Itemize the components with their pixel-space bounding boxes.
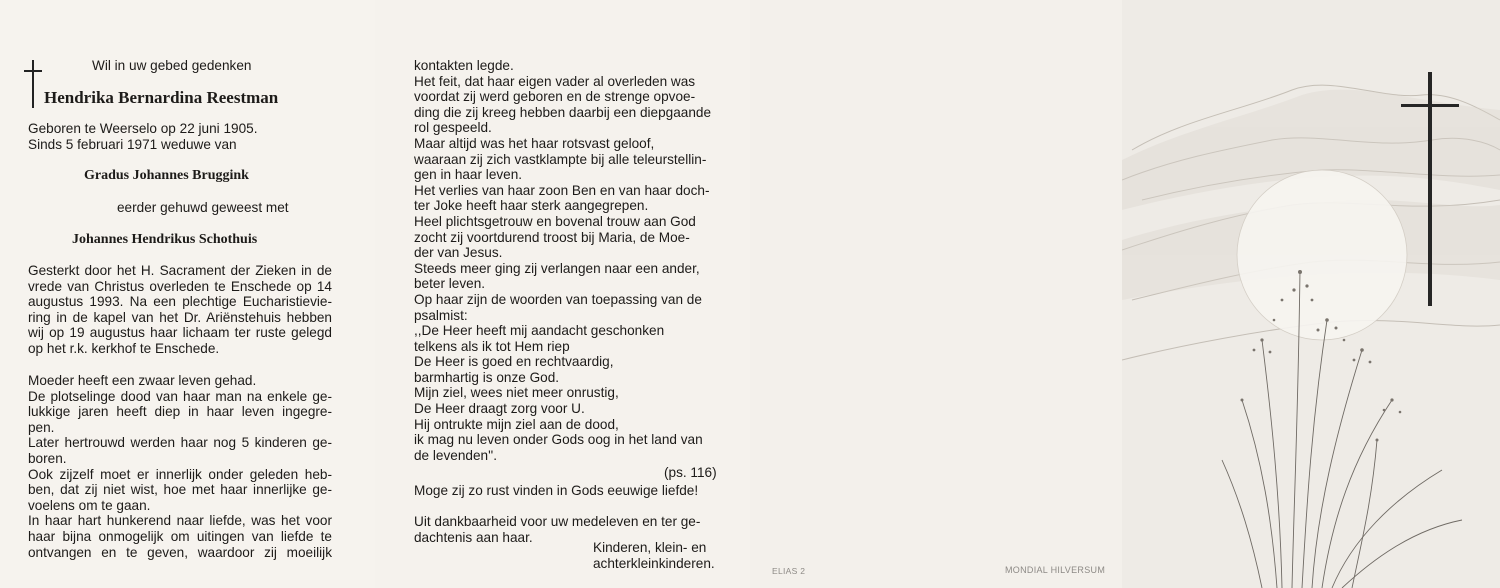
text-line: kontakten legde. (414, 58, 514, 73)
text-line: wij op 19 augustus haar lichaam ter ruste gelegd (28, 325, 332, 341)
text-line: voelens om te gaan. (28, 497, 151, 513)
text-line: boren. (28, 450, 67, 466)
widow-text: Sinds 5 februari 1971 weduwe van (28, 137, 237, 152)
printer-name: MONDIAL HILVERSUM (1005, 565, 1106, 575)
first-husband-name: Johannes Hendrikus Schothuis (72, 232, 258, 247)
psalm-line: Mijn ziel, wees niet meer onrustig, (414, 385, 619, 401)
text-line: Heel plichtsgetrouw en bovenal trouw aan God (414, 213, 696, 229)
text-line: dachtenis aan haar. (414, 529, 533, 545)
card-code: ELIAS 2 (772, 566, 806, 576)
text-line: Het feit, dat haar eigen vader al overleden was (414, 73, 696, 89)
continued-text (414, 58, 718, 463)
landscape-illustration (1122, 0, 1500, 588)
text-line: Gesterkt door het H. Sacrament der Zieken in de (28, 263, 332, 278)
text-line: pen. (28, 419, 55, 435)
text-line: ben, dat zij niet wist, hoe met haar innerlijke ge- (28, 482, 332, 498)
text-line: ding die zij kreeg hebben daarbij een diepgaande (414, 104, 712, 120)
text-line: der van Jesus. (414, 245, 503, 261)
birth-text: Geboren te Weerselo op 22 juni 1905. (28, 121, 258, 136)
psalm-line: telkens als ik tot Hem riep (414, 338, 570, 354)
psalm-line: De Heer is goed en rechtvaardig, (414, 354, 614, 370)
text-line: haar bijna onmogelijk om uitingen van liefde te (28, 528, 332, 544)
psalm-line: ik mag nu leven onder Gods oog in het land van (414, 432, 703, 448)
text-line: ontvangen en te geven, waardoor zij moeilijk (28, 544, 332, 560)
psalm-line: Hij ontrukte mijn ziel aan de dood, (414, 416, 619, 432)
cross-icon (24, 60, 42, 108)
death-paragraph (28, 263, 332, 357)
text-line: Steeds meer ging zij verlangen naar een ander, (414, 260, 700, 276)
psalm-reference: (ps. 116) (664, 465, 717, 480)
text-line: Maar altijd was het haar rotsvast geloof, (414, 135, 655, 151)
text-line: augustus 1993. Na een plechtige Eucharistievie- (28, 294, 332, 310)
text-line: ring in de kapel van het Dr. Ariënstehuis hebben (28, 309, 332, 325)
deceased-name: Hendrika Bernardina Reestman (44, 88, 279, 107)
text-line: Later hertrouwd werden haar nog 5 kinderen ge- (28, 435, 332, 451)
text-line: Uit dankbaarheid voor uw medeleven en ter ge- (414, 514, 701, 529)
earlier-married-text: eerder gehuwd geweest met (117, 200, 289, 215)
life-paragraph (28, 373, 332, 560)
intro-text: Wil in uw gebed gedenken (92, 58, 252, 73)
closing-wish: Moge zij zo rust vinden in Gods eeuwige liefde! (414, 483, 699, 498)
text-line: In haar hart hunkerend naar liefde, was het voor (28, 513, 332, 529)
text-line: psalmist: (414, 307, 468, 323)
text-line: gen in haar leven. (414, 167, 523, 183)
psalm-line: de levenden''. (414, 447, 498, 463)
text-line: zocht zij voortdurend troost bij Maria, de Moe- (414, 229, 690, 245)
text-line: lukkige jaren heeft diep in haar leven ingegre- (28, 404, 332, 420)
text-line: ter Joke heeft haar sterk aangegrepen. (414, 198, 649, 214)
text-line: beter leven. (414, 276, 486, 292)
signature (593, 540, 715, 571)
text-line: op het r.k. kerkhof te Enschede. (28, 340, 220, 356)
psalm-line: barmhartig is onze God. (414, 369, 560, 385)
psalm-line: De Heer draagt zorg voor U. (414, 401, 585, 417)
text-line: Op haar zijn de woorden van toepassing van de (414, 291, 702, 307)
text-line: Het verlies van haar zoon Ben en van haar doch- (414, 182, 710, 198)
text-line: Moeder heeft een zwaar leven gehad. (28, 373, 257, 388)
husband-name: Gradus Johannes Bruggink (84, 168, 249, 183)
text-line: vrede van Christus overleden te Enschede op 14 (28, 278, 332, 294)
text-line: rol gespeeld. (414, 120, 492, 136)
text-line: Kinderen, klein- en (593, 540, 707, 555)
text-line: voordat zij werd geboren en de strenge opvoe- (414, 89, 696, 105)
illustration-panel (1122, 0, 1500, 588)
text-line: achterkleinkinderen. (593, 555, 715, 571)
text-line: Ook zijzelf moet er innerlijk onder geleden heb- (28, 466, 332, 482)
text-line: waaraan zij zich vastklampte bij alle teleurstellin- (414, 151, 707, 167)
blank-panel (750, 0, 1122, 588)
text-line: De plotselinge dood van haar man na enkele ge- (28, 388, 332, 404)
psalm-line: ,,De Heer heeft mij aandacht geschonken (414, 323, 665, 339)
